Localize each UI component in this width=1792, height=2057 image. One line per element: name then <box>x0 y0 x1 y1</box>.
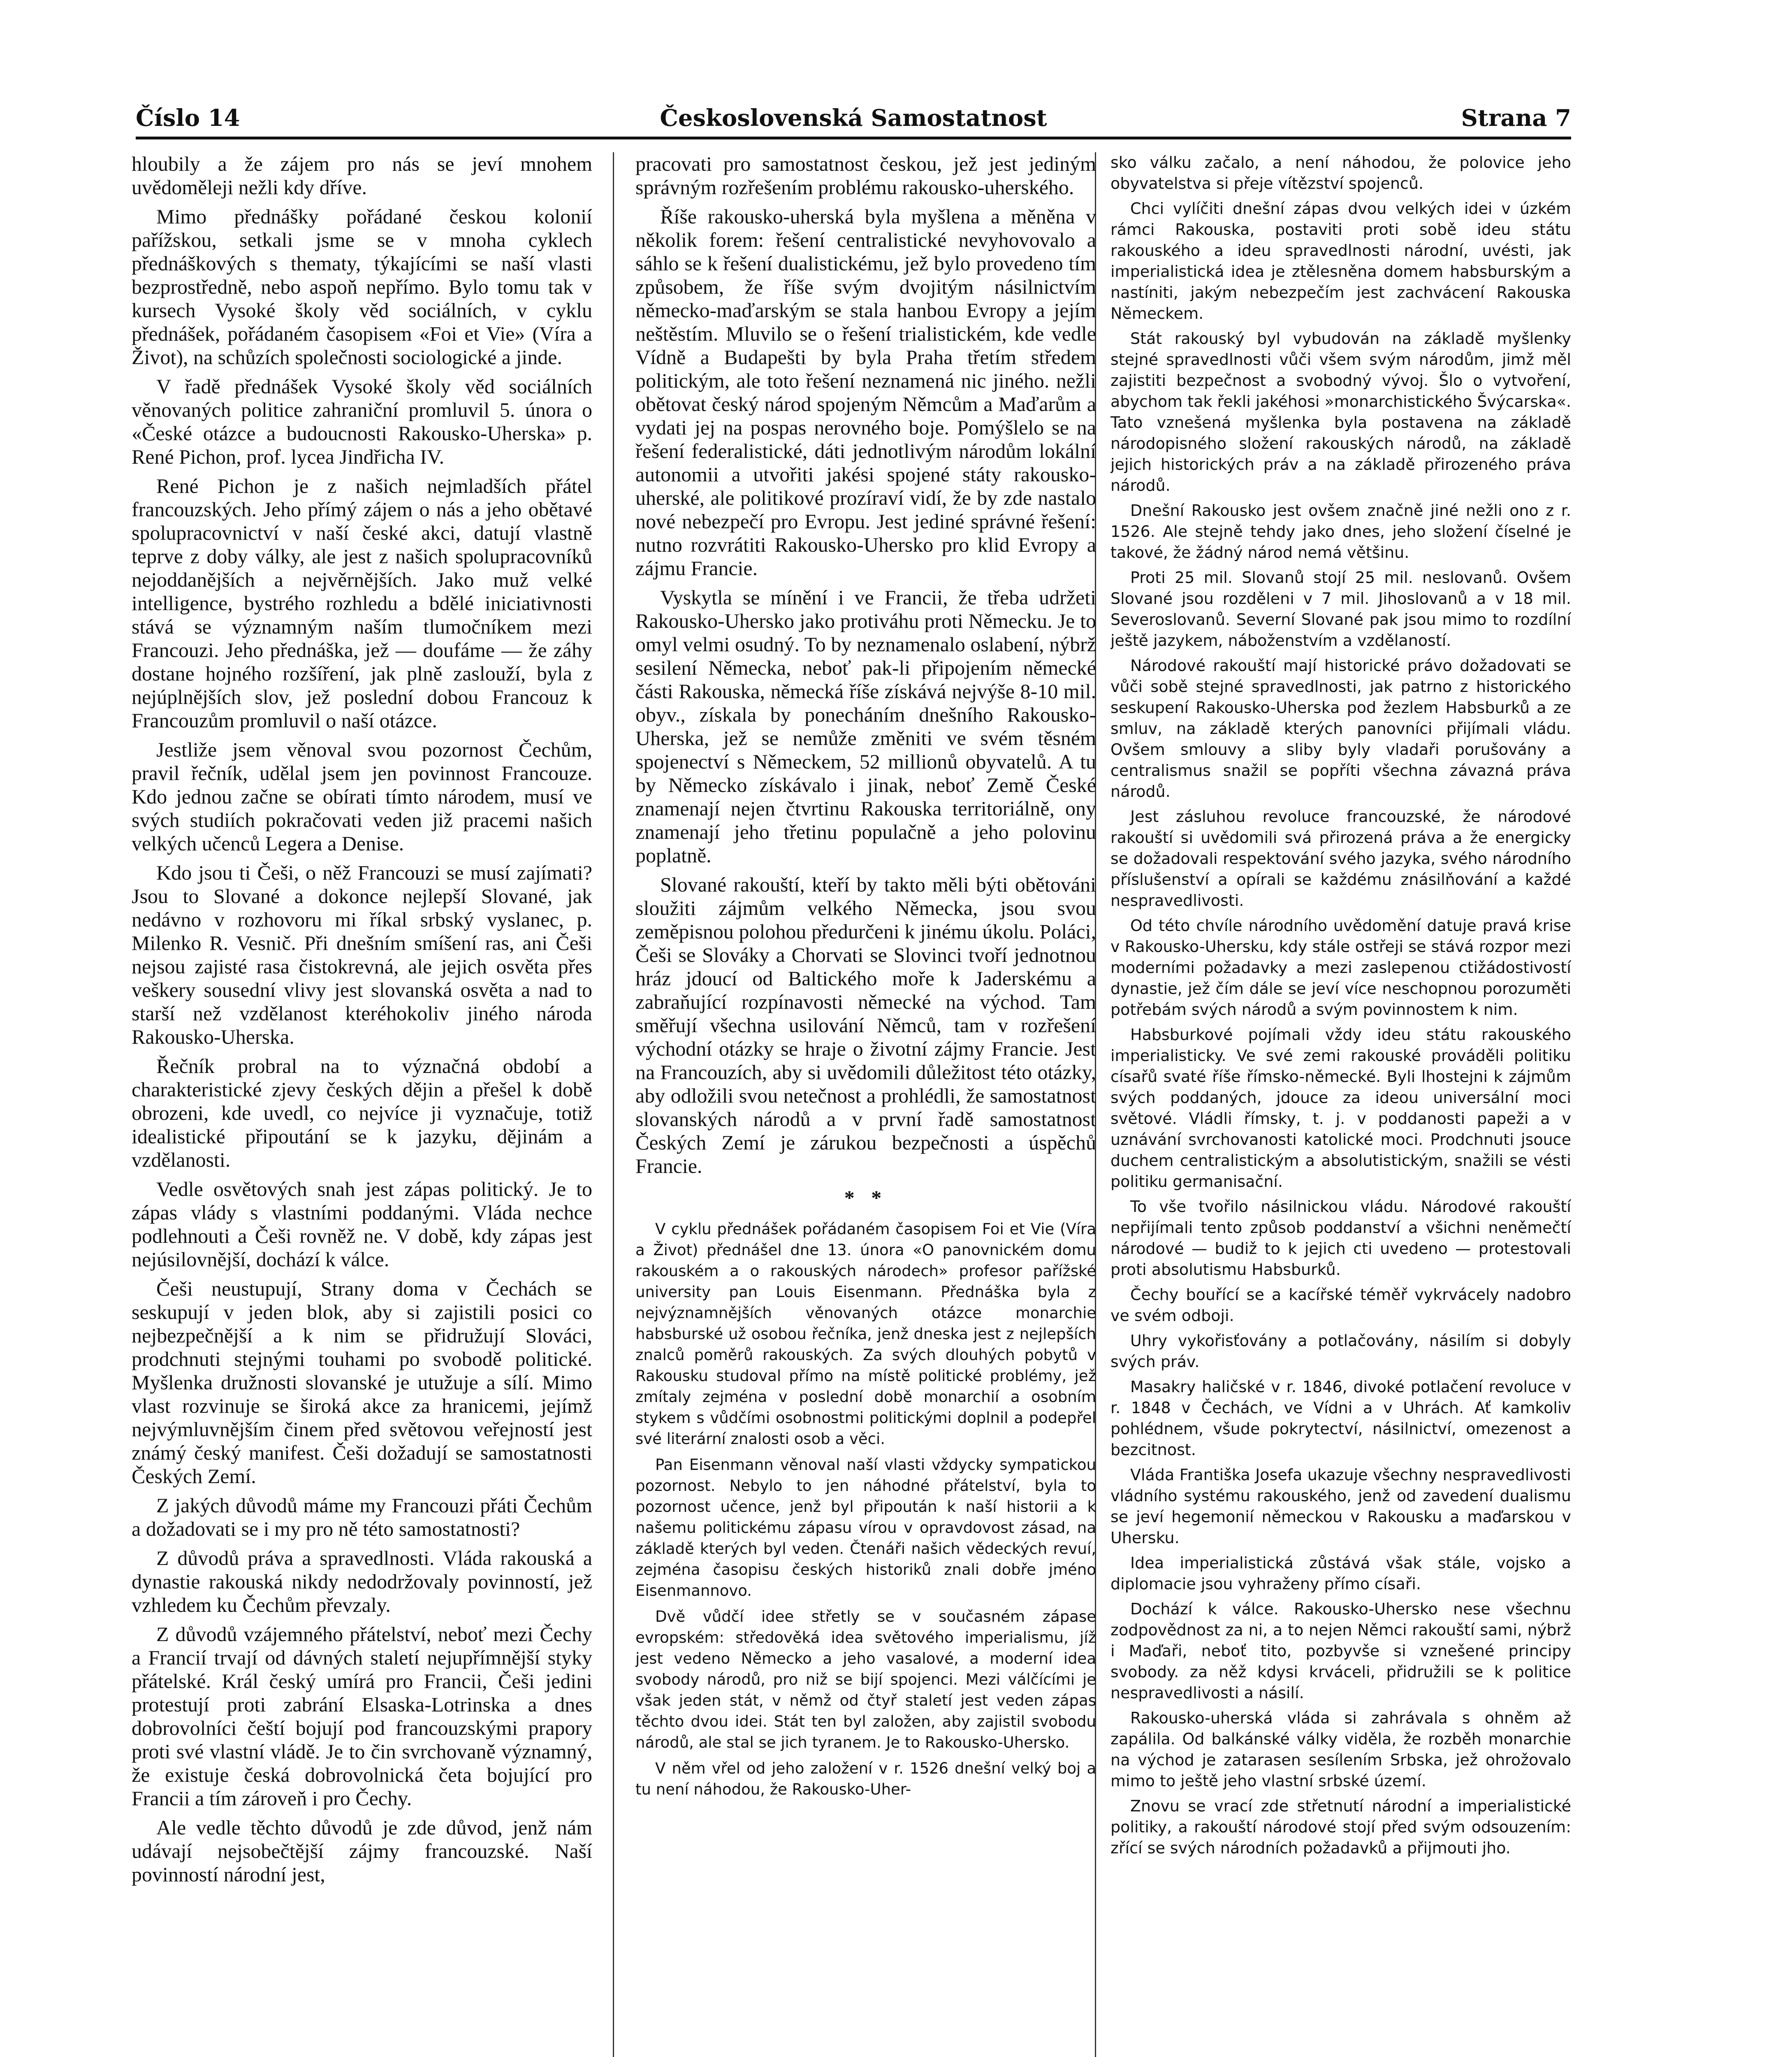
paragraph: Masakry haličské v r. 1846, divoké potlačení revoluce v r. 1848 v Čechách, ve Vídni a v Uhrách. Ať kamkoliv pohlédnem, všude pokrytectví, násilnictví, omezenost a bezcitnost. <box>1110 1378 1571 1459</box>
paragraph: Slované rakouští, kteří by takto měli býti obětováni sloužiti zájmům velkého Německa, jsou svou zeměpisnou polohou předurčeni k jinému úkolu. Poláci, Češi se Slováky a Chorvati se Slovinci tvoří jednotnou hráz jdoucí od Baltického moře k Jaderskému a zabraňující rozpínavosti německé na východ. Tam směřují všechna usilování Němců, tam v rozřešení východní otázky se hraje o životní zájmy Francie. Jest na Francouzích, aby si uvědomili důležitost této otázky, aby odložili svou netečnost a prohlédli, že samostatnost slovanských národů a v první řadě samostatnost Českých Zemí je zárukou bezpečnosti a úspěchů Francie. <box>635 873 1096 1177</box>
paragraph: René Pichon je z našich nejmladších přátel francouzských. Jeho přímý zájem o nás a jeho obětavé spolupracovnictví v naší české akci, datují vlastně teprve z doby války, ale jest z našich spolupracovníků nejoddanějších a nejvěrnějších. Jako muž velké intelligence, bystrého rozhledu a bdělé iniciativnosti stává se významným naším tlumočníkem mezi Francouzi. Jeho přednáška, jež — doufáme — že záhy dostane hojného rozšíření, jak plně zaslouží, byla z nejúplnějších slov, jež poslední dobou Francouz k Francouzům promluvil o naší otázce. <box>132 474 592 732</box>
paragraph: Ale vedle těchto důvodů je zde důvod, jenž nám udávají nejsobečtější zájmy francouzské. Naší povinností národní jest, <box>132 1816 592 1886</box>
paragraph: Vyskytla se mínění i ve Francii, že třeba udržeti Rakousko-Uhersko jako protiváhu proti Německu. Je to omyl velmi osudný. To by neznamenalo oslabení, nýbrž sesilení Německa, neboť pak-li připojením německé části Rakouska, německá říše získává nejvýše 8-10 mil. obyv., získala by ponecháním dnešního Rakousko-Uherska, jež se nemůže změniti ve svém těsném spojenectví s Německem, 52 millionů obyvatelů. A tu by Německo získávalo i jinak, neboť Země České znamenají nejen čtvrtinu Rakouska territoriálně, ony znamenají jeho třetinu populačně a jeho polovinu poplatně. <box>635 586 1096 867</box>
paragraph: Čechy bouřící se a kacířské téměř vykrvácely nadobro ve svém odboji. <box>1110 1286 1571 1325</box>
paragraph: Mimo přednášky pořádané českou kolonií pařížskou, setkali jsme se v mnoha cyklech přednáškových s thematy, týkajícími se naší vlasti bezprostředně, nebo aspoň nepřímo. Bylo tomu tak v kursech Vysoké školy věd sociálních, v cyklu přednášek, pořádaném časopisem «Foi et Vie» (Víra a Život), na schůzích společnosti sociologické a jinde. <box>132 205 592 369</box>
lecture-report <box>635 1219 1096 1800</box>
column-divider <box>613 152 614 2057</box>
header-rule <box>136 137 1571 139</box>
paragraph: Z jakých důvodů máme my Francouzi přáti Čechům a dožadovati se i my pro ně této samostatnosti? <box>132 1494 592 1540</box>
paragraph: Dvě vůdčí idee střetly se v současném zápase evropském: středověká idea světového imperialismu, jíž jest vedeno Německo a jeho vasalové, a moderní idea svobody národů, pro niž se bijí spojenci. Mezi válčícími je však jeden stát, v němž od čtyř staletí jest veden zápas těchto dvou idei. Stát ten byl založen, aby zajistil svobodu národů, ale stal se jich tyranem. Je to Rakousko-Uhersko. <box>635 1608 1096 1751</box>
paragraph: Z důvodů vzájemného přátelství, neboť mezi Čechy a Francií trvají od dávných staletí nejupřímnější styky přátelské. Král český umírá pro Francii, Češi jedini protestují proti zabrání Elsaska-Lotrinska a dnes dobrovolníci čeští bojují pod francouzskými prapory proti své vlastní vládě. Je to čin svrchovaně významný, že existuje česká dobrovolnická četa bojující pro Francii a tím zároveň i pro Čechy. <box>132 1623 592 1810</box>
paragraph: Dochází k válce. Rakousko-Uhersko nese všechnu zodpovědnost za ni, a to nejen Němci rakouští sami, nýbrž i Maďaři, neboť tito, pozbyvše si vznešené principy svobody. za něž kdysi krváceli, přidružili se k politice nespravedlivosti a násilí. <box>1110 1600 1571 1702</box>
paragraph: To vše tvořilo násilnickou vládu. Národové rakouští nepřijímali tento způsob poddanství a všichni neněmečtí národové — budiž to k jejich cti uvedeno — protestovali proti absolutismu Habsburků. <box>1110 1198 1571 1279</box>
publication-title: Československá Samostatnost <box>660 104 1047 132</box>
paragraph: Národové rakouští mají historické právo dožadovati se vůči sobě stejné spravedlnosti, jak patrno z historického seskupení Rakousko-Uherska pod žezlem Habsburků a ze smluv, na základě kterých panovníci přijímali vládu. Ovšem smlouvy a sliby byly vladaři porušovány a centralismus snažil se popříti všechna závazná práva národů. <box>1110 657 1571 801</box>
paragraph: Od této chvíle národního uvědomění datuje pravá krise v Rakousko-Uhersku, kdy stále ostřeji se stává rozpor mezi moderními požadavky a mezi zaslepenou ctižádostivostí dynastie, jež čím dále se jeví více neschopnou porozuměti potřebám svých národů a svým povinnostem k nim. <box>1110 917 1571 1019</box>
column-right <box>1110 152 1571 2057</box>
paragraph: Uhry vykořisťovány a potlačovány, násilím si dobyly svých práv. <box>1110 1332 1571 1371</box>
column-left <box>132 152 592 2057</box>
paragraph: Vláda Františka Josefa ukazuje všechny nespravedlivosti vládního systému rakouského, jenž od zavedení dualismu se jeví hegemonií německou v Rakousku a maďarskou v Uhersku. <box>1110 1466 1571 1547</box>
paragraph: Chci vylíčiti dnešní zápas dvou velkých idei v úzkém rámci Rakouska, postaviti proti sobě ideu státu rakouského a ideu spravedlnosti národní, uvésti, jak imperialistická idea je ztělesněna domem habsburským a nastíniti, jakým nebezpečím jest zachvácení Rakouska Německem. <box>1110 200 1571 323</box>
paragraph: Z důvodů práva a spravedlnosti. Vláda rakouská a dynastie rakouská nikdy nedodržovaly povinností, jež vzhledem ku Čechům převzaly. <box>132 1546 592 1616</box>
page-number: Strana 7 <box>1461 104 1571 132</box>
paragraph: Jest zásluhou revoluce francouzské, že národové rakouští si uvědomili svá přirozená práva a že energicky se dožadovali respektování svého jazyka, svého národního příslušenství a opírali se každému znásilňování a každé nespravedlivosti. <box>1110 808 1571 910</box>
paragraph: Dnešní Rakousko jest ovšem značně jiné nežli ono z r. 1526. Ale stejně tehdy jako dnes, jeho složení číselné je takové, že žádný národ nemá většinu. <box>1110 501 1571 562</box>
paragraph: Češi neustupují, Strany doma v Čechách se seskupují v jeden blok, aby si zajistili posici co nejbezpečnější a k nim se přidružují Slováci, prodchnuti stejnými touhami po svobodě politické. Myšlenka družnosti slovanské je utužuje a sílí. Mimo vlast rozvinuje se široká akce za hranicemi, jejímž nejvýmluvnějším činem před světovou veřejností jest známý český manifest. Češi dožadují se samostatnosti Českých Zemí. <box>132 1277 592 1488</box>
paragraph: Jestliže jsem věnoval svou pozornost Čechům, pravil řečník, udělal jsem jen povinnost Francouze. Kdo jednou začne se obírati tímto národem, musí ve svých studiích pokračovati veden již pracemi našich velkých učenců Legera a Denise. <box>132 738 592 855</box>
column-middle <box>635 152 1096 2057</box>
paragraph: Stát rakouský byl vybudován na základě myšlenky stejné spravedlnosti vůči všem svým národům, jimž měl zajistiti bezpečnost a svobodný vývoj. Šlo o vytvoření, abychom tak řekli jakéhosi »monarchistického Švýcarska«. Tato vznešená myšlenka byla postavena na základě národopisného složení rakouských národů, na základě jejich historických práv a na základě přirozeného práva národů. <box>1110 330 1571 495</box>
issue-number: Číslo 14 <box>136 104 240 132</box>
paragraph: Idea imperialistická zůstává však stále, vojsko a diplomacie jsou vyhraženy přímo císaři. <box>1110 1554 1571 1593</box>
paragraph: Znovu se vrací zde střetnutí národní a imperialistické politiky, a rakouští národové stojí před svým odsouzením: zřící se svých národních požadavků a přijmouti jho. <box>1110 1797 1571 1857</box>
paragraph: V něm vřel od jeho založení v r. 1526 dnešní velký boj a tu není náhodou, že Rakousko-Uher- <box>635 1760 1096 1798</box>
paragraph: V řadě přednášek Vysoké školy věd sociálních věnovaných politice zahraniční promluvil 5. února o «České otázce a budoucnosti Rakousko-Uherska» p. René Pichon, prof. lycea Jindřicha IV. <box>132 375 592 468</box>
paragraph: Řečník probral na to význačná období a charakteristické zjevy českých dějin a přešel k době obrozeni, kde uvedl, co nejvíce ji vyznačuje, totiž idealistické připoutání se k jazyku, dějinám a vzdělanosti. <box>132 1054 592 1171</box>
paragraph: sko válku začalo, a není náhodou, že polovice jeho obyvatelstva si přeje vítězství spojenců. <box>1110 153 1571 193</box>
paragraph: hloubily a že zájem pro nás se jeví mnohem uvědoměleji nežli kdy dříve. <box>132 152 592 199</box>
page-header <box>136 103 1571 136</box>
paragraph: V cyklu přednášek pořádaném časopisem Foi et Vie (Víra a Život) přednášel dne 13. února «O panovnickém domu rakouském a o rakouských národech» profesor pařížské university pan Louis Eisenmann. Přednáška byla z nejvýznamnějších věnovaných otázce monarchie habsburské už osobou řečníka, jenž dneska jest z nejlepších znalců poměrů rakouských. Za svých dlouhých pobytů v Rakousku studoval přímo na místě politické problémy, jež zmítaly zejména v poslední době monarchií a osobním stykem s vůdčími osobnostmi politickými doplnil a podepřel své literární znalosti osob a věci. <box>635 1220 1096 1448</box>
paragraph: Habsburkové pojímali vždy ideu státu rakouského imperialisticky. Ve své zemi rakouské prováděli politiku císařů svaté říše římsko-německé. Byli lhostejni k zájmům svých poddaných, jdouce za ideou universální moci světové. Vládli římsky, t. j. v poddanosti papeži a v uznávání svrchovanosti katolické moci. Prodchnuti jsouce duchem centralistickým a absolutistickým, snažili se vésti politiku germanisační. <box>1110 1026 1571 1191</box>
paragraph: Kdo jsou ti Češi, o něž Francouzi se musí zajímati? Jsou to Slované a dokonce nejlepší Slované, jak nedávno v rozhovoru mi říkal srbský vyslanec, p. Milenko R. Vesnič. Při dnešním smíšení ras, ani Češi nejsou zajisté rasa čistokrevná, ale jejich osvěta přes veškery sousední vlivy jest slovanská osvěta a nad to starší než vzdělanost kteréhokoliv jiného národa Rakousko-Uherska. <box>132 861 592 1048</box>
paragraph: Proti 25 mil. Slovanů stojí 25 mil. neslovanů. Ovšem Slované jsou rozděleni v 7 mil. Jihoslovanů a v 18 mil. Severoslovanů. Severní Slované pak jsou mimo to rozdílní ještě jazykem, náboženstvím a vzdělaností. <box>1110 569 1571 650</box>
paragraph: Vedle osvětových snah jest zápas politický. Je to zápas vlády s vlastními poddanými. Vláda nechce podlehnouti a Češi rovněž ne. V době, kdy zápas jest nejúsilovnější, dochází k válce. <box>132 1177 592 1271</box>
paragraph: Pan Eisenmann věnoval naší vlasti vždycky sympatickou pozornost. Nebylo to jen náhodné přátelství, byla to pozornost učence, jenž byl připoután k naší historii a k našemu politickému zápasu vírou v opravdovost zásad, na základě kterých byl veden. Čtenáři našich vědeckých revuí, zejména časopisu českých historiků znali dobře jméno Eisenmannovo. <box>635 1456 1096 1600</box>
paragraph: Rakousko-uherská vláda si zahrávala s ohněm až zapálila. Od balkánské války viděla, že rozběh monarchie na východ je zatarasen sesílením Srbska, jež ohrožovalo mimo to ještě jeho vlastní srbské území. <box>1110 1709 1571 1790</box>
paragraph: Říše rakousko-uherská byla myšlena a měněna v několik forem: řešení centralistické nevyhovovalo a sáhlo se k řešení dualistickému, jež bylo provedeno tím způsobem, že říše svým dvojitým násilnictvím německo-maďarským se stala hanbou Evropy a jejím neštěstím. Mluvilo se o řešení trialistickém, kde vedle Vídně a Budapešti by byla Praha třetím středem politickým, ale toto řešení neznamená nic jiného. nežli obětovat český národ spojeným Němcům a Maďarům a vydati jej na pospas nerovného boje. Pomýšlelo se na řešení federalistické, dáti jednotlivým národům lokální autonomii a utvořiti jakési spojené státy rakousko-uherské, ale politikové prozíraví vidí, že by zde nastalo nové nebezpečí pro Evropu. Jest jediné správné řešení: nutno rozvrátiti Rakousko-Uhersko pro klid Evropy a zájmu Francie. <box>635 205 1096 580</box>
paragraph: pracovati pro samostatnost českou, jež jest jediným správným rozřešením problému rakousko-uherského. <box>635 152 1096 199</box>
section-separator: * * <box>844 1186 888 1209</box>
